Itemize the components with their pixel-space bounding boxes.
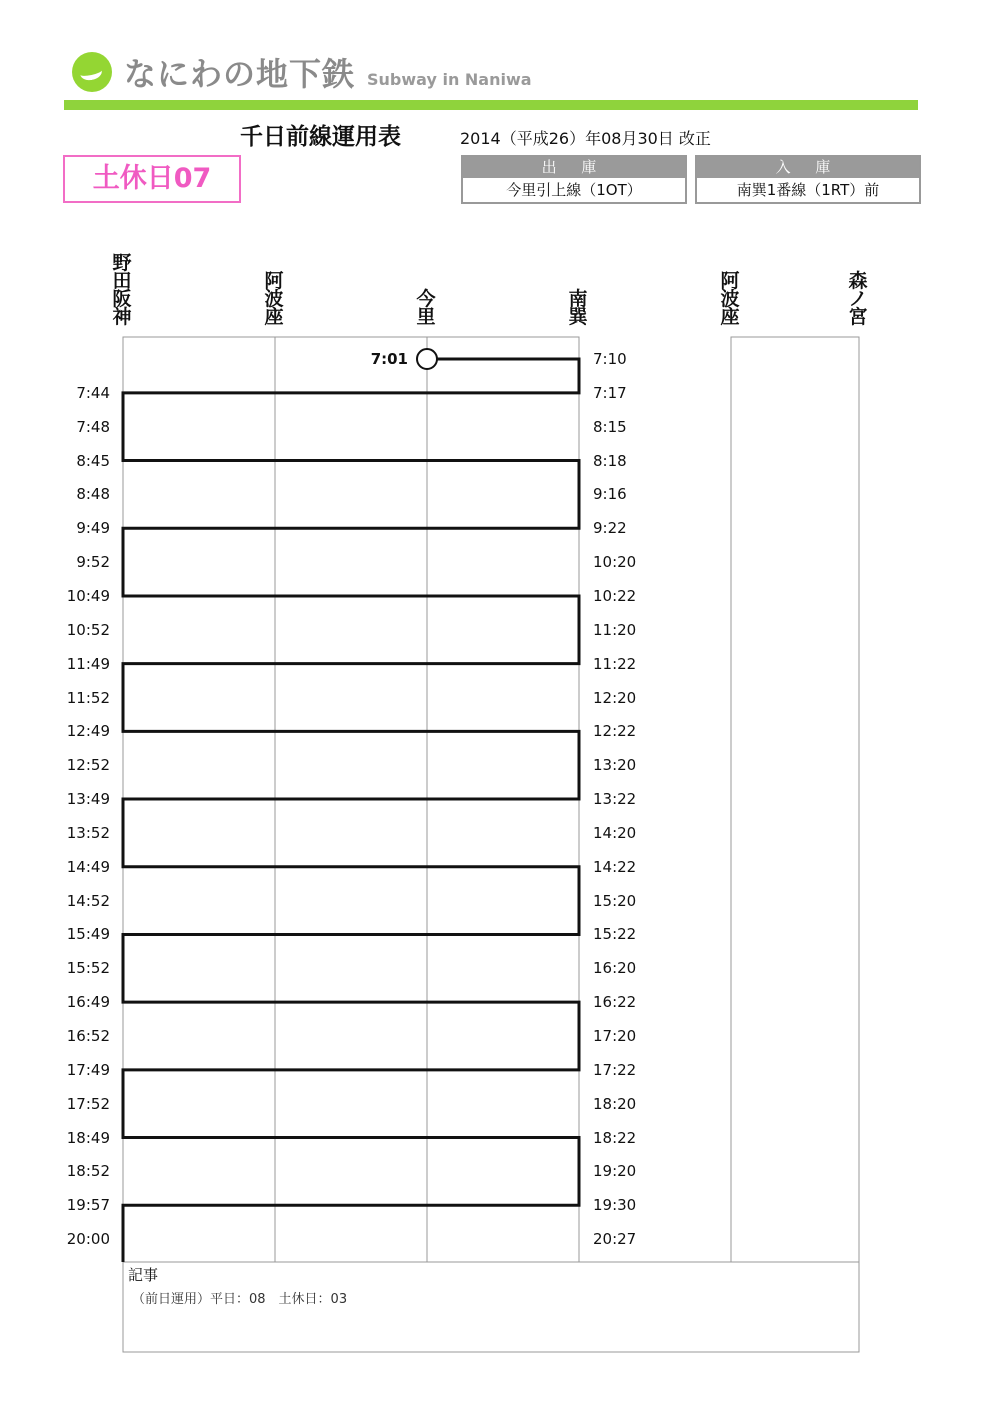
depot-in-label: 入 庫 bbox=[697, 157, 919, 178]
left-time-label: 16:52 bbox=[66, 1027, 110, 1045]
right-time-label: 18:20 bbox=[593, 1094, 637, 1113]
station-name-awaza: 阿波座 bbox=[264, 270, 284, 328]
station-name-minamitatsumi: 南巽 bbox=[568, 288, 588, 328]
right-time-label: 19:20 bbox=[593, 1162, 637, 1181]
right-time-label: 15:22 bbox=[593, 925, 637, 944]
notes-text: （前日運用）平日：08 土休日：03 bbox=[132, 1292, 348, 1307]
left-time-label: 20:00 bbox=[66, 1230, 110, 1249]
departure-marker bbox=[417, 349, 437, 369]
depot-out-label: 出 庫 bbox=[463, 157, 685, 178]
left-time-label: 10:49 bbox=[66, 586, 110, 605]
operation-number-badge: 土休日07 bbox=[63, 155, 241, 203]
branch-grid-frame bbox=[731, 337, 859, 1262]
right-time-label: 10:22 bbox=[593, 586, 637, 605]
notes-frame bbox=[123, 1262, 859, 1352]
train-run-path bbox=[123, 359, 579, 1262]
left-time-label: 9:49 bbox=[76, 519, 110, 538]
right-time-label: 20:27 bbox=[593, 1230, 637, 1249]
right-time-label: 11:20 bbox=[593, 620, 637, 639]
station-name-nodahanshin: 野田阪神 bbox=[112, 252, 132, 328]
right-time-label: 17:20 bbox=[593, 1027, 637, 1045]
left-time-label: 17:52 bbox=[66, 1094, 110, 1113]
right-time-label: 13:20 bbox=[593, 756, 637, 775]
left-time-label: 18:49 bbox=[66, 1128, 110, 1147]
station-name-awaza-2: 阿波座 bbox=[720, 270, 740, 328]
left-time-label: 13:52 bbox=[66, 823, 110, 842]
left-time-label: 8:45 bbox=[76, 451, 110, 470]
right-time-label: 12:22 bbox=[593, 722, 637, 741]
brand-subtitle: Subway in Naniwa bbox=[367, 69, 532, 89]
brand-name: なにわの地下鉄 bbox=[124, 55, 356, 93]
right-time-label: 11:22 bbox=[593, 654, 637, 673]
right-time-label: 8:18 bbox=[593, 451, 627, 470]
left-time-label: 19:57 bbox=[66, 1196, 110, 1215]
left-time-label: 14:52 bbox=[66, 891, 110, 910]
right-time-label: 9:16 bbox=[593, 485, 627, 504]
left-time-label: 12:52 bbox=[66, 756, 110, 775]
station-name-imazato: 今里 bbox=[416, 288, 436, 328]
depot-out-value: 今里引上線（1OT） bbox=[506, 181, 642, 199]
right-time-label: 16:20 bbox=[593, 959, 637, 978]
depot-in-value: 南巽1番線（1RT）前 bbox=[736, 181, 880, 199]
left-time-label: 10:52 bbox=[66, 620, 110, 639]
left-time-label: 13:49 bbox=[66, 790, 110, 809]
revision-date: 2014（平成26）年08月30日 改正 bbox=[460, 129, 711, 148]
right-time-label: 10:20 bbox=[593, 553, 637, 572]
right-time-label: 19:30 bbox=[593, 1196, 637, 1215]
station-name-morinomiya: 森ノ宮 bbox=[848, 270, 868, 328]
left-time-label: 12:49 bbox=[66, 722, 110, 741]
right-time-label: 9:22 bbox=[593, 519, 627, 538]
left-time-label: 7:44 bbox=[76, 383, 110, 402]
left-time-label: 9:52 bbox=[76, 553, 110, 572]
right-time-label: 16:22 bbox=[593, 993, 637, 1012]
left-time-label: 16:49 bbox=[66, 993, 110, 1012]
notes-title: 記事 bbox=[128, 1266, 159, 1284]
right-time-label: 7:10 bbox=[593, 350, 627, 368]
right-time-label: 17:22 bbox=[593, 1060, 637, 1079]
right-time-label: 14:20 bbox=[593, 823, 637, 842]
left-time-label: 11:49 bbox=[66, 654, 110, 673]
right-time-label: 12:20 bbox=[593, 688, 637, 707]
left-time-label: 8:48 bbox=[76, 485, 110, 504]
left-time-label: 17:49 bbox=[66, 1060, 110, 1079]
right-time-label: 18:22 bbox=[593, 1128, 637, 1147]
left-time-label: 11:52 bbox=[66, 688, 110, 707]
left-time-label: 18:52 bbox=[66, 1162, 110, 1181]
left-time-label: 15:49 bbox=[66, 925, 110, 944]
right-time-label: 13:22 bbox=[593, 790, 637, 809]
right-time-label: 8:15 bbox=[593, 417, 627, 436]
left-time-label: 15:52 bbox=[66, 959, 110, 978]
diagram-grid bbox=[123, 337, 859, 1352]
right-time-label: 7:17 bbox=[593, 383, 627, 402]
left-time-label: 14:49 bbox=[66, 857, 110, 876]
left-time-label: 7:48 bbox=[76, 417, 110, 436]
page-title: 千日前線運用表 bbox=[240, 124, 401, 150]
right-time-label: 14:22 bbox=[593, 857, 637, 876]
departure-time: 7:01 bbox=[370, 350, 408, 368]
right-time-label: 15:20 bbox=[593, 891, 637, 910]
